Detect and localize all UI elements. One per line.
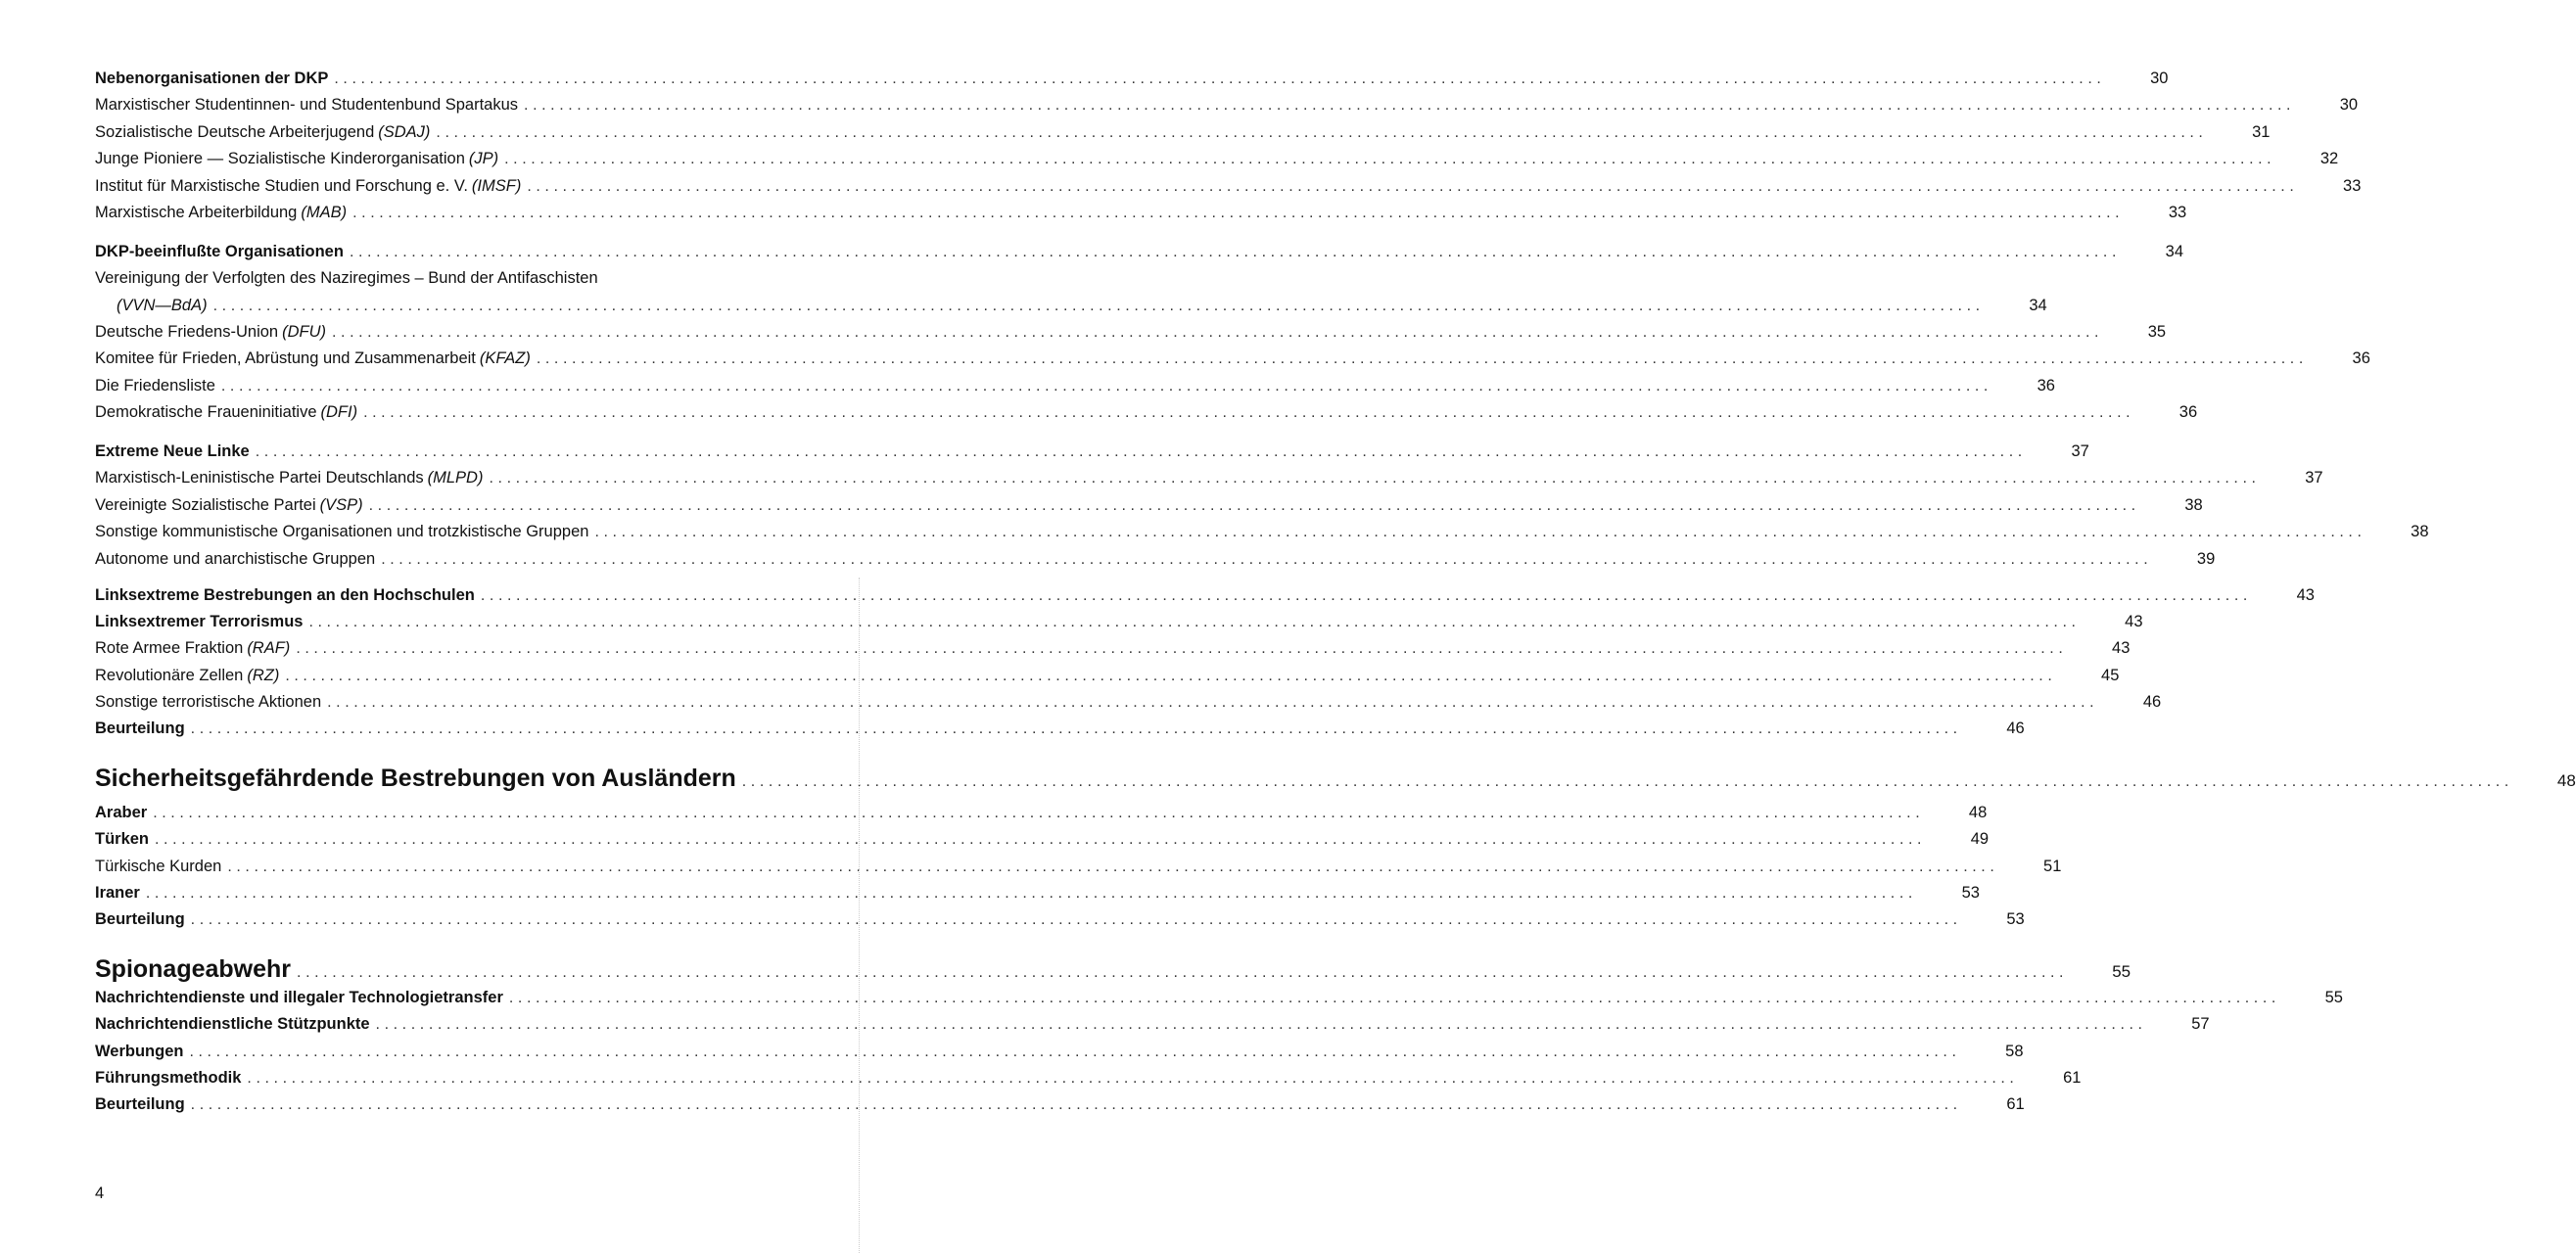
leader-dots: ........................................................................................................................................................................................................ xyxy=(227,858,1999,875)
toc-entry-abbreviation: (VVN—BdA) xyxy=(117,296,208,314)
toc-entry xyxy=(95,465,2323,491)
leader-dots: ........................................................................................................................................................................................................ xyxy=(285,667,2057,684)
toc-entry xyxy=(95,985,2343,1011)
toc-page-number: 49 xyxy=(1970,830,1990,849)
toc-page-number: 57 xyxy=(2191,1015,2210,1034)
toc-page-number: 34 xyxy=(2029,296,2047,314)
leader-dots: ........................................................................................................................................................................................................ xyxy=(155,831,1927,849)
leader-dots: ........................................................................................................................................................................................................ xyxy=(436,123,2208,141)
scan-edge-divider xyxy=(859,578,860,1253)
toc-entry xyxy=(95,319,2167,346)
toc-entry-text: Sozialistische Deutsche Arbeiterjugend xyxy=(95,122,375,141)
toc-entry-abbreviation: (DFI) xyxy=(320,403,358,422)
toc-page-number: 53 xyxy=(2006,910,2025,929)
toc-entry-title xyxy=(95,200,347,226)
toc-entry-title xyxy=(95,985,503,1011)
toc-chapter-heading xyxy=(95,953,2131,985)
toc-entry-text: Vereinigte Sozialistische Partei xyxy=(95,495,316,514)
leader-dots: ........................................................................................................................................................................................................ xyxy=(334,70,2106,87)
toc-entry-text: Extreme Neue Linke xyxy=(95,442,250,461)
toc-entry-title xyxy=(95,546,375,573)
toc-entry-text: Marxistische Arbeiterbildung xyxy=(95,203,298,221)
toc-page-number: 33 xyxy=(2343,176,2362,195)
toc-page-number: 33 xyxy=(2168,203,2187,221)
toc-entry xyxy=(95,906,2025,933)
toc-entry-title xyxy=(95,635,290,662)
toc-entry-title xyxy=(95,1039,183,1065)
toc-page-number: 43 xyxy=(2125,612,2143,630)
toc-entry-title xyxy=(95,609,303,635)
toc-page-number: 61 xyxy=(2006,1095,2025,1114)
toc-entry xyxy=(95,173,2362,200)
toc-entry xyxy=(95,265,820,292)
toc-entry xyxy=(95,689,2162,716)
toc-entry-title xyxy=(95,492,363,519)
toc-entry-title xyxy=(95,854,221,880)
toc-entry-text: Araber xyxy=(95,803,148,821)
leader-dots: ........................................................................................................................................................................................................ xyxy=(327,694,2099,712)
toc-entry-title xyxy=(95,146,498,172)
toc-entry xyxy=(95,492,2203,519)
toc-entry-title xyxy=(95,1011,370,1038)
toc-entry xyxy=(95,582,2315,609)
toc-page-number: 38 xyxy=(2411,523,2429,541)
toc-entry-title xyxy=(95,906,185,933)
leader-dots: ........................................................................................................................................................................................................ xyxy=(368,496,2140,514)
toc-entry xyxy=(95,1011,2210,1038)
toc-entry-title xyxy=(95,373,215,399)
leader-dots: ........................................................................................................................................................................................................ xyxy=(741,772,2513,790)
toc-entry-text: Komitee für Frieden, Abrüstung und Zusammenarbeit xyxy=(95,349,476,368)
toc-page-number: 43 xyxy=(2112,639,2131,658)
toc-entry xyxy=(95,200,2187,226)
toc-entry-title xyxy=(95,319,326,346)
leader-dots: ........................................................................................................................................................................................................ xyxy=(296,640,2068,658)
toc-entry-text: Werbungen xyxy=(95,1042,184,1060)
toc-entry-title xyxy=(95,92,518,118)
toc-entry-title xyxy=(95,663,279,689)
table-of-contents xyxy=(95,66,2576,1119)
leader-dots: ........................................................................................................................................................................................................ xyxy=(308,613,2081,630)
toc-entry-text: DKP-beeinflußte Organisationen xyxy=(95,242,344,260)
toc-entry-title xyxy=(95,800,147,826)
toc-entry-text: Türkische Kurden xyxy=(95,857,222,875)
toc-page-number: 32 xyxy=(2319,150,2339,168)
toc-entry-text: Linksextreme Bestrebungen an den Hochschulen xyxy=(95,585,475,604)
toc-entry-abbreviation: (JP) xyxy=(468,150,499,168)
toc-page-number: 37 xyxy=(2071,442,2089,461)
toc-entry-title xyxy=(95,689,321,716)
toc-entry xyxy=(95,716,2025,742)
toc-entry-text: Sonstige kommunistische Organisationen und trotzkistische Gruppen xyxy=(95,523,589,541)
leader-dots: ........................................................................................................................................................................................................ xyxy=(220,377,1992,394)
leader-dots: ........................................................................................................................................................................................................ xyxy=(480,586,2252,604)
leader-dots: ........................................................................................................................................................................................................ xyxy=(190,911,1962,929)
toc-entry-abbreviation: (MLPD) xyxy=(427,469,484,487)
toc-entry-title xyxy=(95,265,598,292)
toc-entry xyxy=(95,609,2143,635)
toc-entry-abbreviation: (MAB) xyxy=(301,203,348,221)
toc-entry xyxy=(95,826,1990,853)
toc-entry-title xyxy=(95,346,531,372)
leader-dots: ........................................................................................................................................................................................................ xyxy=(375,1016,2147,1034)
leader-dots: ........................................................................................................................................................................................................ xyxy=(247,1070,2019,1087)
toc-page-number: 61 xyxy=(2063,1069,2082,1087)
toc-entry xyxy=(95,880,1980,906)
toc-entry-text: Vereinigung der Verfolgten des Naziregimes – Bund der Antifaschisten xyxy=(95,269,598,288)
toc-entry xyxy=(95,119,2271,146)
page-number: 4 xyxy=(95,1184,105,1202)
leader-dots: ........................................................................................................................................................................................................ xyxy=(332,324,2104,342)
toc-entry xyxy=(95,346,2370,372)
toc-entry-text: Autonome und anarchistische Gruppen xyxy=(95,549,376,568)
leader-dots: ........................................................................................................................................................................................................ xyxy=(190,720,1962,738)
toc-page-number: 45 xyxy=(2101,666,2120,684)
leader-dots: ........................................................................................................................................................................................................ xyxy=(145,885,1917,903)
toc-entry-abbreviation: (KFAZ) xyxy=(479,349,531,368)
toc-entry xyxy=(95,293,2047,319)
toc-page-number: 34 xyxy=(2165,242,2183,260)
toc-entry-text: Führungsmethodik xyxy=(95,1069,242,1087)
toc-entry xyxy=(95,800,1988,826)
toc-entry-title xyxy=(95,826,149,853)
toc-page-number: 58 xyxy=(2005,1042,2024,1060)
toc-chapter-heading xyxy=(95,763,2576,794)
leader-dots: ........................................................................................................................................................................................................ xyxy=(381,550,2153,568)
toc-entry-title xyxy=(95,173,521,200)
toc-entry-title xyxy=(95,119,430,146)
toc-page-number: 48 xyxy=(1968,803,1988,821)
toc-page-number: 30 xyxy=(2150,70,2169,87)
leader-dots: ........................................................................................................................................................................................................ xyxy=(363,404,2135,422)
toc-entry xyxy=(95,854,2062,880)
toc-entry-title xyxy=(95,880,140,906)
toc-entry-text: Revolutionäre Zellen xyxy=(95,666,244,684)
toc-page-number: 48 xyxy=(2556,770,2576,790)
toc-entry-abbreviation: (VSP) xyxy=(319,495,363,514)
toc-page-number: 46 xyxy=(2006,719,2025,738)
toc-page-number: 30 xyxy=(2339,96,2359,115)
toc-entry-title xyxy=(95,439,250,465)
toc-entry-text: Rote Armee Fraktion xyxy=(95,639,244,658)
toc-entry xyxy=(95,663,2120,689)
toc-entry-text: Spionageabwehr xyxy=(95,954,292,983)
toc-entry-text: Beurteilung xyxy=(95,910,185,929)
toc-entry-title xyxy=(95,465,483,491)
toc-entry-text: Beurteilung xyxy=(95,719,185,738)
toc-entry-text: Junge Pioniere — Sozialistische Kinderorganisation xyxy=(95,150,465,168)
toc-page-number: 31 xyxy=(2252,122,2271,141)
toc-entry-text: Demokratische Fraueninitiative xyxy=(95,403,317,422)
toc-entry-text: Iraner xyxy=(95,884,140,903)
toc-entry-text: Beurteilung xyxy=(95,1095,185,1114)
toc-entry xyxy=(95,546,2216,573)
leader-dots: ........................................................................................................................................................................................................ xyxy=(508,989,2280,1006)
toc-entry-text: Linksextremer Terrorismus xyxy=(95,612,304,630)
toc-entry-title xyxy=(95,66,328,92)
toc-page-number: 38 xyxy=(2184,495,2203,514)
leader-dots: ........................................................................................................................................................................................................ xyxy=(594,524,2366,541)
toc-entry-title xyxy=(95,293,208,319)
toc-page-number: 43 xyxy=(2296,585,2315,604)
toc-entry-title xyxy=(95,582,475,609)
toc-entry-text: Institut für Marxistische Studien und Forschung e. V. xyxy=(95,176,468,195)
leader-dots: ........................................................................................................................................................................................................ xyxy=(153,804,1925,821)
toc-entry xyxy=(95,66,2169,92)
leader-dots: ........................................................................................................................................................................................................ xyxy=(212,297,1985,314)
toc-entry-abbreviation: (IMSF) xyxy=(471,176,522,195)
leader-dots: ........................................................................................................................................................................................................ xyxy=(527,177,2299,195)
toc-page-number: 36 xyxy=(2037,376,2055,394)
leader-dots: ........................................................................................................................................................................................................ xyxy=(524,97,2296,115)
toc-page-number: 39 xyxy=(2196,549,2216,568)
toc-entry-text: Nachrichtendienste und illegaler Technologietransfer xyxy=(95,988,503,1006)
toc-page-number: 46 xyxy=(2142,693,2162,712)
toc-entry-title xyxy=(95,519,588,545)
toc-page-number: 37 xyxy=(2305,469,2323,487)
toc-entry-title xyxy=(95,1091,185,1118)
toc-page-number: 36 xyxy=(2178,403,2198,422)
toc-page-number: 51 xyxy=(2043,857,2062,875)
leader-dots: ........................................................................................................................................................................................................ xyxy=(255,443,2027,461)
toc-entry xyxy=(95,239,2183,265)
toc-entry xyxy=(95,439,2089,465)
toc-entry-title xyxy=(95,953,291,985)
toc-entry xyxy=(95,1091,2025,1118)
toc-entry-text: Nachrichtendienstliche Stützpunkte xyxy=(95,1015,370,1034)
leader-dots: ........................................................................................................................................................................................................ xyxy=(297,963,2069,981)
toc-page-number: 35 xyxy=(2147,323,2167,342)
toc-entry xyxy=(95,146,2339,172)
leader-dots: ........................................................................................................................................................................................................ xyxy=(504,151,2276,168)
toc-page-number: 53 xyxy=(1961,884,1980,903)
toc-entry xyxy=(95,373,2055,399)
toc-entry-text: Nebenorganisationen der DKP xyxy=(95,70,329,87)
leader-dots: ........................................................................................................................................................................................................ xyxy=(189,1043,1961,1060)
toc-entry xyxy=(95,399,2198,426)
toc-entry xyxy=(95,1065,2082,1091)
leader-dots: ........................................................................................................................................................................................................ xyxy=(489,470,2261,487)
toc-page-number: 36 xyxy=(2352,349,2370,368)
toc-entry-text: Deutsche Friedens-Union xyxy=(95,323,279,342)
toc-entry-text: Sonstige terroristische Aktionen xyxy=(95,693,322,712)
toc-entry xyxy=(95,1039,2024,1065)
toc-entry xyxy=(95,635,2131,662)
toc-entry-text: Die Friedensliste xyxy=(95,376,215,394)
toc-entry-abbreviation: (RAF) xyxy=(247,639,291,658)
toc-page-number: 55 xyxy=(2112,961,2131,981)
toc-entry-title xyxy=(95,1065,241,1091)
toc-entry-text: Marxistischer Studentinnen- und Studentenbund Spartakus xyxy=(95,96,519,115)
toc-entry-text: Türken xyxy=(95,830,150,849)
toc-entry-title xyxy=(95,239,344,265)
toc-entry-abbreviation: (DFU) xyxy=(282,323,326,342)
toc-entry-text: Marxistisch-Leninistische Partei Deutschlands xyxy=(95,469,424,487)
leader-dots: ........................................................................................................................................................................................................ xyxy=(536,350,2308,368)
toc-entry-abbreviation: (SDAJ) xyxy=(378,122,431,141)
toc-page-number: 55 xyxy=(2324,988,2343,1006)
toc-entry xyxy=(95,519,2429,545)
leader-dots: ........................................................................................................................................................................................................ xyxy=(349,243,2121,260)
leader-dots: ........................................................................................................................................................................................................ xyxy=(190,1096,1962,1114)
toc-entry-title xyxy=(95,763,736,794)
toc-entry-text: Sicherheitsgefährdende Bestrebungen von Ausländern xyxy=(95,764,736,792)
toc-entry-abbreviation: (RZ) xyxy=(247,666,280,684)
toc-entry-title xyxy=(95,399,357,426)
leader-dots: ........................................................................................................................................................................................................ xyxy=(352,204,2125,221)
toc-entry xyxy=(95,92,2359,118)
toc-entry-title xyxy=(95,716,185,742)
